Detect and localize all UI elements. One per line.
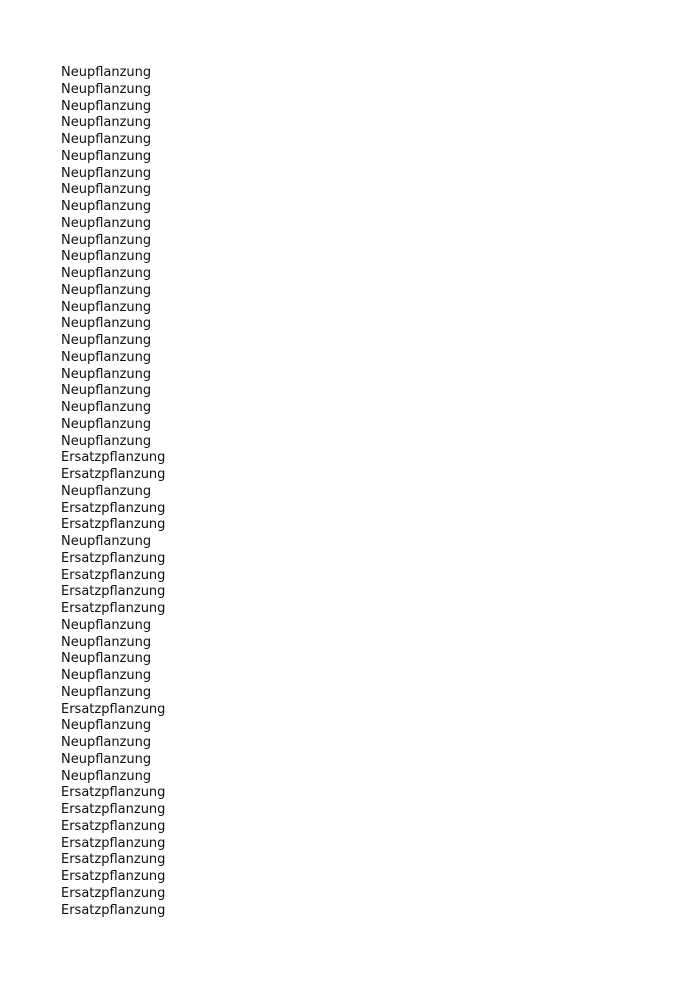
list-item: Neupflanzung [61,617,152,633]
list-item: Neupflanzung [61,232,152,248]
list-item: Ersatzpflanzung [61,584,166,600]
list-item: Ersatzpflanzung [61,869,166,884]
planting-type-list [61,65,165,919]
list-item: Neupflanzung [61,148,152,164]
list-item: Ersatzpflanzung [61,852,166,868]
list-item: Ersatzpflanzung [61,902,166,918]
list-item: Neupflanzung [61,534,152,549]
list-item: Ersatzpflanzung [61,500,166,516]
list-item: Ersatzpflanzung [61,550,166,566]
list-item: Neupflanzung [61,433,152,449]
list-item: Neupflanzung [61,165,152,181]
list-item: Ersatzpflanzung [61,785,166,801]
list-item: Neupflanzung [61,115,152,131]
list-item: Neupflanzung [61,349,152,365]
list-item: Neupflanzung [61,316,152,332]
list-item: Neupflanzung [61,215,152,231]
list-item: Ersatzpflanzung [61,517,166,533]
list-item: Neupflanzung [61,266,152,281]
list-item: Neupflanzung [61,651,152,667]
list-item: Neupflanzung [61,81,152,97]
list-item: Neupflanzung [61,383,152,399]
list-item: Neupflanzung [61,735,152,750]
list-item: Neupflanzung [61,299,152,315]
list-item: Ersatzpflanzung [61,450,166,466]
list-item: Neupflanzung [61,132,152,147]
list-item: Ersatzpflanzung [61,467,166,482]
list-item: Ersatzpflanzung [61,835,166,851]
list-item: Neupflanzung [61,416,152,432]
list-item: Ersatzpflanzung [61,567,166,583]
list-item: Ersatzpflanzung [61,802,166,817]
list-item: Ersatzpflanzung [61,818,166,834]
list-item: Neupflanzung [61,98,152,114]
list-item: Neupflanzung [61,366,152,382]
list-item: Ersatzpflanzung [61,701,166,717]
list-item: Neupflanzung [61,65,152,80]
list-item: Neupflanzung [61,718,152,734]
list-item: Ersatzpflanzung [61,885,166,901]
list-item: Neupflanzung [61,182,152,198]
list-item: Neupflanzung [61,751,152,767]
list-item: Neupflanzung [61,768,152,784]
list-item: Neupflanzung [61,483,152,499]
list-item: Neupflanzung [61,668,152,683]
list-item: Ersatzpflanzung [61,601,166,616]
list-item: Neupflanzung [61,249,152,265]
list-item: Neupflanzung [61,684,152,700]
list-item: Neupflanzung [61,333,152,348]
list-item: Neupflanzung [61,634,152,650]
list-item: Neupflanzung [61,199,152,214]
list-item: Neupflanzung [61,400,152,415]
list-item: Neupflanzung [61,282,152,298]
